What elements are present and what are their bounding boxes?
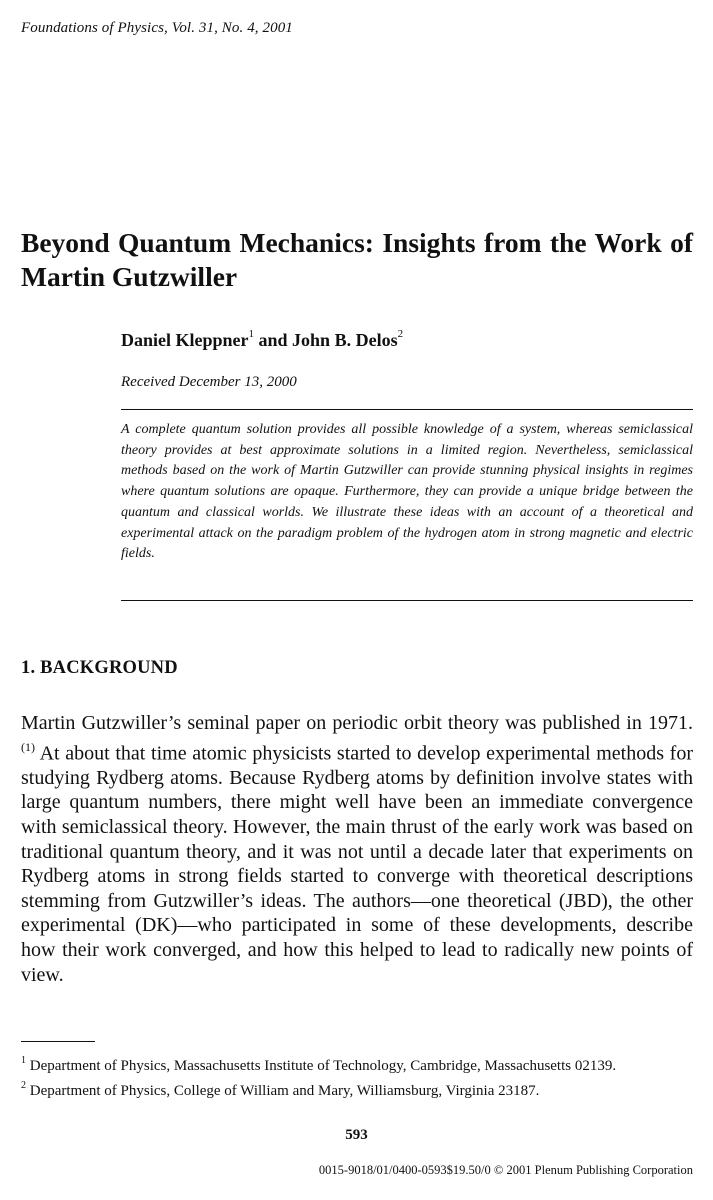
journal-citation: Foundations of Physics, Vol. 31, No. 4, 2001 [21,20,293,36]
footnotes [21,1052,693,1101]
section-heading: 1. BACKGROUND [21,658,178,678]
footnote-text: Department of Physics, Massachusetts Institute of Technology, Cambridge, Massachusetts 02139. [29,1058,617,1074]
page-number: 593 [345,1127,368,1143]
footnote-text: Department of Physics, College of William and Mary, Williamsburg, Virginia 23187. [29,1082,540,1099]
author-affiliation-mark: 1 [248,328,255,340]
copyright-line: 0015-9018/01/0400-0593$19.50/0 © 2001 Plenum Publishing Corporation [318,1163,693,1177]
author-line [121,330,403,351]
footnote [21,1077,693,1102]
body-paragraph [21,711,693,987]
footnote [21,1052,693,1077]
footnote-mark: 2 [21,1079,26,1091]
citation-ref: (1) [21,739,35,754]
footnote-mark: 1 [21,1055,26,1066]
body-text: At about that time atomic physicists started to develop experimental methods for studying Rydberg atoms. Because Rydberg atoms by definition involve states with large quantum numbers, there might well have been an immediate convergence with semiclassical theory. However, the main thrust of the early work was based on traditional quantum theory, and it was not until a decade later that experiments on Rydberg atoms in strong fields started to converge with theoretical descriptions stemming from Gutzwiller’s ideas. The authors—one theoretical (JBD), the other experimental (DK)—who participated in some of these developments, describe how their work converged, and how this helped to lead to radically new points of view. [21,742,693,986]
abstract-top-rule [121,409,693,410]
article-title: Beyond Quantum Mechanics: Insights from the Work of Martin Gutzwiller [21,227,693,292]
footnote-rule [21,1041,95,1042]
abstract: A complete quantum solution provides all possible knowledge of a system, whereas semiclassical theory provides at best approximate solutions in a limited region. Nevertheless, semiclassical methods based on the work of Martin Gutzwiller can provide stunning physical insights in regimes where quantum solutions are opaque. Furthermore, they can provide a unique bridge between the quantum and classical worlds. We illustrate these ideas with an account of a theoretical and experimental attack on the paradigm problem of the hydrogen atom in strong magnetic and electric fields. [121,422,693,562]
body-text: Martin Gutzwiller’s seminal paper on periodic orbit theory was published in 1971. [21,712,693,734]
received-date: Received December 13, 2000 [121,374,297,390]
author-conjunction: and [258,330,288,350]
author-affiliation-mark: 2 [397,328,404,340]
author-name: Daniel Kleppner [121,330,249,350]
author-name: John B. Delos [292,330,398,350]
abstract-bottom-rule [121,600,693,601]
